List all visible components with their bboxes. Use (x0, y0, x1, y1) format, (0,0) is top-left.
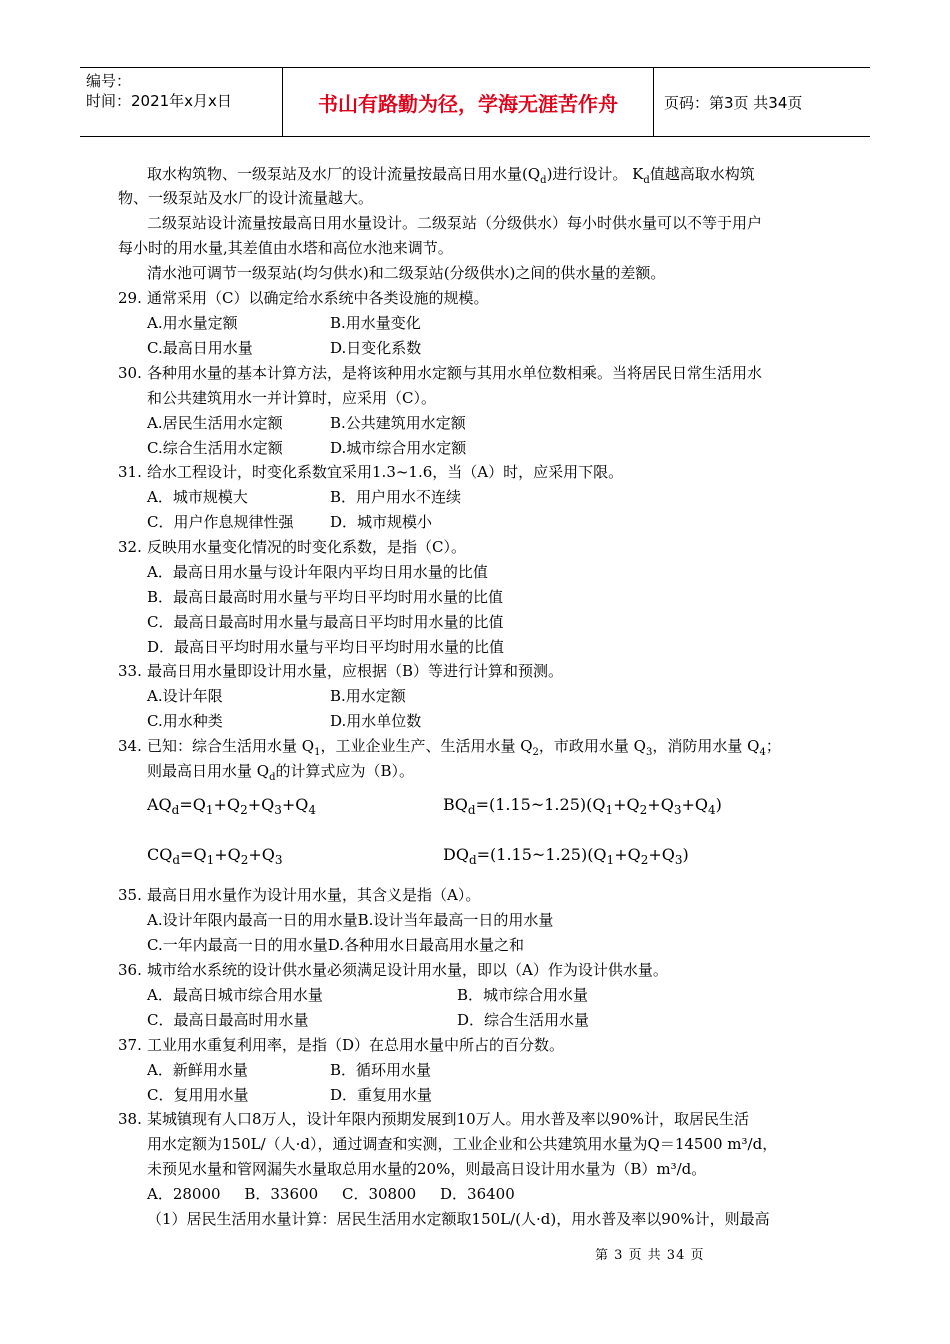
question-number: 37. (118, 1036, 142, 1054)
question-text: 已知：综合生活用水量 $Q_1$，工业企业生产、生活用水量 $Q_2$，市政用水量 $Q_3$，消防用水量 $Q_4$； (147, 737, 781, 758)
formula-option-b: $BQ_d=(1.15\sim 1.25)(Q_1+Q_2+Q_3+Q_4)$ (443, 795, 722, 818)
formula-option-c: $CQ_d=Q_1+Q_2+Q_3$ (147, 845, 283, 868)
question-text: 通常采用（C）以确定给水系统中各类设施的规模。 (147, 289, 489, 307)
question-text: 给水工程设计，时变化系数宜采用1.3~1.6，当（A）时，应采用下限。 (147, 463, 624, 481)
question-number: 38. (118, 1110, 142, 1128)
intro-paragraph-2-cont: 每小时的用水量,其差值由水塔和高位水池来调节。 (118, 239, 453, 257)
intro-paragraph-1: 取水构筑物、一级泵站及水厂的设计流量按最高日用水量$(Q_d)$进行设计。 $K_d$值越高取水构筑 (147, 165, 755, 186)
option-c: C．复用用水量 (147, 1086, 249, 1104)
time-label: 时间：2021年x月x日 (86, 92, 232, 110)
option-c: C．最高日最高时用水量与最高日平均时用水量的比值 (147, 613, 504, 631)
option-b: B.用水定额 (330, 687, 406, 705)
option-c: C.综合生活用水定额 (147, 439, 283, 457)
question-text: 各种用水量的基本计算方法，是将该种用水定额与其用水单位数相乘。当将居民日常生活用水 (147, 364, 763, 382)
question-number: 29. (118, 289, 142, 307)
option-a: A.居民生活用水定额 (147, 414, 283, 432)
header-motto: 书山有路勤为径，学海无涯苦作舟 (283, 68, 654, 136)
option-c: C.用水种类 (147, 712, 223, 730)
option-b: B．循环用水量 (330, 1061, 432, 1079)
intro-paragraph-1-cont: 物、一级泵站及水厂的设计流量越大。 (118, 189, 374, 207)
intro-paragraph-2: 二级泵站设计流量按最高日用水量设计。二级泵站（分级供水）每小时供水量可以不等于用户 (147, 214, 763, 232)
option-a: A.设计年限 (147, 687, 223, 705)
question-text-cont: 则最高日用水量 $Q_d$的计算式应为（B）。 (147, 762, 415, 783)
option-d: D.用水单位数 (330, 712, 422, 730)
header-page-label: 页码：第3页 共34页 (664, 93, 803, 112)
question-number: 30. (118, 364, 142, 382)
question-number: 31. (118, 463, 142, 481)
question-number: 32. (118, 538, 142, 556)
option-a: A．最高日城市综合用水量 (147, 986, 323, 1004)
page-footer: 第 3 页 共 34 页 (595, 1248, 705, 1263)
option-d: D.日变化系数 (330, 339, 422, 357)
option-a: A．最高日用水量与设计年限内平均日用水量的比值 (147, 563, 488, 581)
question-text: 城市给水系统的设计供水量必须满足设计用水量，即以（A）作为设计供水量。 (147, 961, 668, 979)
option-c: C．最高日最高时用水量 (147, 1011, 309, 1029)
option-b: B.用水量变化 (330, 314, 421, 332)
option-c: C．用户作息规律性强 (147, 513, 294, 531)
options-ab: A.设计年限内最高一日的用水量B.设计当年最高一日的用水量 (147, 911, 554, 929)
option-d: D．最高日平均时用水量与平均日平均时用水量的比值 (147, 638, 505, 656)
solution-line: （1）居民生活用水量计算：居民生活用水定额取150L/(人·d)，用水普及率以90%计，则最高 (147, 1210, 770, 1228)
question-text: 某城镇现有人口8万人，设计年限内预期发展到10万人。用水普及率以90%计，取居民生活 (147, 1110, 749, 1128)
option-c: C.最高日用水量 (147, 339, 253, 357)
question-text: 最高日用水量即设计用水量，应根据（B）等进行计算和预测。 (147, 662, 564, 680)
formula-option-a: $AQ_d=Q_1+Q_2+Q_3+Q_4$ (147, 795, 317, 818)
option-d: D．重复用水量 (330, 1086, 433, 1104)
question-text: 最高日用水量作为设计用水量，其含义是指（A）。 (147, 886, 481, 904)
option-a: A．新鲜用水量 (147, 1061, 248, 1079)
question-number: 36. (118, 961, 142, 979)
option-a: A．城市规模大 (147, 488, 248, 506)
code-label: 编号： (86, 72, 132, 90)
question-text-cont: 用水定额为150L/（人·d），通过调查和实测，工业企业和公共建筑用水量为Q＝14500 m³/d， (147, 1135, 778, 1153)
options-line: A．28000 B．33600 C．30800 D．36400 (147, 1185, 515, 1203)
options-cd: C.一年内最高一日的用水量D.各种用水日最高用水量之和 (147, 936, 524, 954)
option-b: B．用户用水不连续 (330, 488, 462, 506)
question-text: 工业用水重复利用率，是指（D）在总用水量中所占的百分数。 (147, 1036, 565, 1054)
question-number: 34. (118, 737, 142, 755)
question-text: 反映用水量变化情况的时变化系数，是指（C）。 (147, 538, 466, 556)
option-a: A.用水量定额 (147, 314, 238, 332)
option-d: D.城市综合用水定额 (330, 439, 467, 457)
question-text-cont: 未预见水量和管网漏失水量取总用水量的20%，则最高日设计用水量为（B）m³/d。 (147, 1160, 707, 1178)
option-b: B．城市综合用水量 (457, 986, 589, 1004)
option-b: B．最高日最高时用水量与平均日平均时用水量的比值 (147, 588, 504, 606)
intro-paragraph-3: 清水池可调节一级泵站(均匀供水)和二级泵站(分级供水)之间的供水量的差额。 (147, 264, 666, 282)
formula-option-d: $DQ_d=(1.15\sim 1.25)(Q_1+Q_2+Q_3)$ (443, 845, 689, 868)
question-text-cont: 和公共建筑用水一并计算时，应采用（C）。 (147, 389, 436, 407)
question-number: 35. (118, 886, 142, 904)
option-d: D．综合生活用水量 (457, 1011, 590, 1029)
option-d: D．城市规模小 (330, 513, 433, 531)
option-b: B.公共建筑用水定额 (330, 414, 466, 432)
question-number: 33. (118, 662, 142, 680)
